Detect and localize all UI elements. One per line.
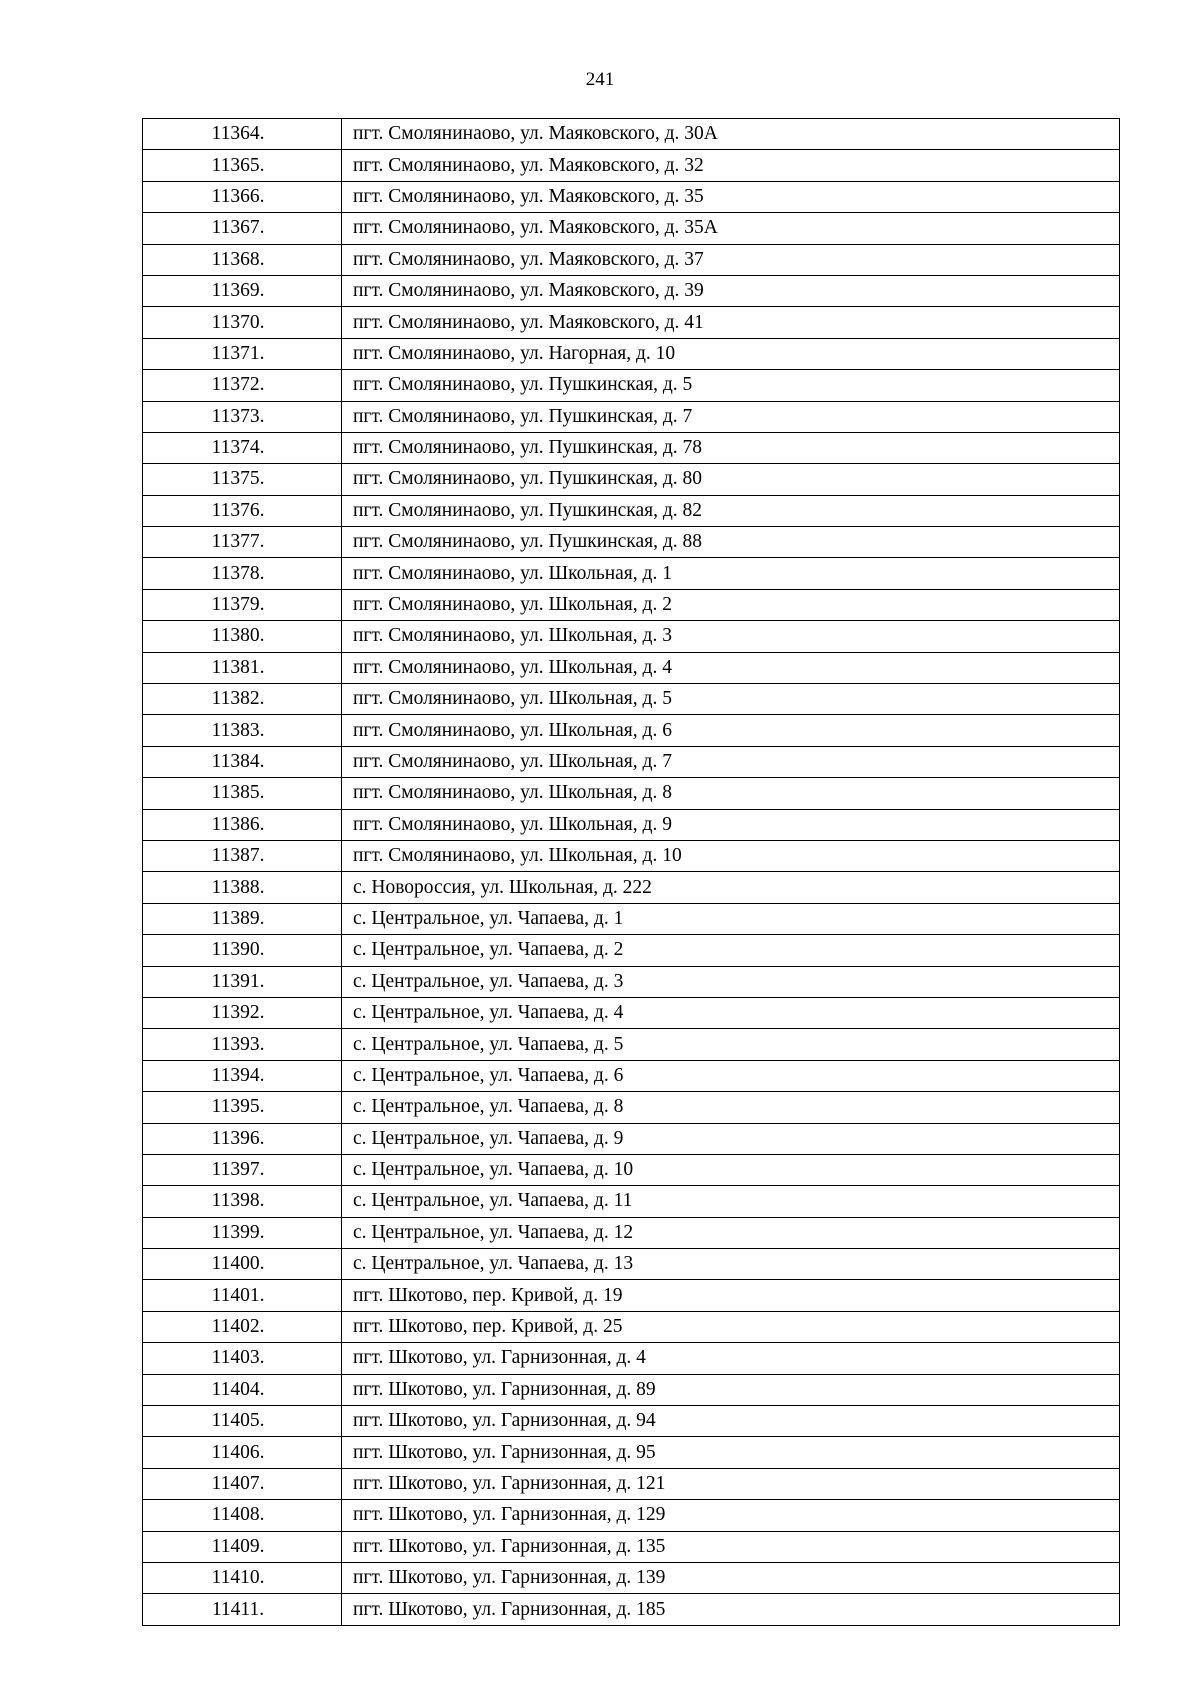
table-row	[143, 401, 1120, 432]
row-address: пгт. Смолянинаово, ул. Школьная, д. 4	[342, 652, 1120, 683]
row-address: пгт. Шкотово, ул. Гарнизонная, д. 139	[342, 1562, 1120, 1593]
table-row	[143, 338, 1120, 369]
row-number: 11389.	[143, 903, 342, 934]
row-address: пгт. Смолянинаово, ул. Школьная, д. 3	[342, 621, 1120, 652]
row-number: 11405.	[143, 1406, 342, 1437]
table-row	[143, 1311, 1120, 1342]
row-address: пгт. Смолянинаово, ул. Маяковского, д. 35А	[342, 213, 1120, 244]
address-table-body	[143, 119, 1120, 1626]
row-number: 11411.	[143, 1594, 342, 1625]
row-address: пгт. Смолянинаово, ул. Пушкинская, д. 7	[342, 401, 1120, 432]
table-row	[143, 119, 1120, 150]
row-address: с. Центральное, ул. Чапаева, д. 4	[342, 997, 1120, 1028]
table-row	[143, 1123, 1120, 1154]
row-number: 11393.	[143, 1029, 342, 1060]
table-row	[143, 997, 1120, 1028]
table-row	[143, 1531, 1120, 1562]
row-number: 11380.	[143, 621, 342, 652]
table-row	[143, 464, 1120, 495]
row-address: пгт. Смолянинаово, ул. Школьная, д. 8	[342, 778, 1120, 809]
table-row	[143, 1217, 1120, 1248]
row-number: 11366.	[143, 181, 342, 212]
row-number: 11372.	[143, 370, 342, 401]
row-address: пгт. Смолянинаово, ул. Маяковского, д. 41	[342, 307, 1120, 338]
row-address: с. Центральное, ул. Чапаева, д. 6	[342, 1060, 1120, 1091]
table-row	[143, 558, 1120, 589]
table-row	[143, 1468, 1120, 1499]
row-number: 11374.	[143, 432, 342, 463]
table-row	[143, 1343, 1120, 1374]
row-address: пгт. Смолянинаово, ул. Школьная, д. 5	[342, 684, 1120, 715]
row-number: 11409.	[143, 1531, 342, 1562]
table-row	[143, 370, 1120, 401]
row-number: 11390.	[143, 935, 342, 966]
row-address: пгт. Шкотово, ул. Гарнизонная, д. 95	[342, 1437, 1120, 1468]
row-number: 11383.	[143, 715, 342, 746]
row-address: пгт. Смолянинаово, ул. Маяковского, д. 32	[342, 150, 1120, 181]
table-row	[143, 966, 1120, 997]
row-address: пгт. Смолянинаово, ул. Пушкинская, д. 78	[342, 432, 1120, 463]
row-number: 11365.	[143, 150, 342, 181]
table-row	[143, 1594, 1120, 1625]
address-table	[142, 118, 1120, 1626]
row-number: 11408.	[143, 1500, 342, 1531]
table-row	[143, 495, 1120, 526]
row-address: пгт. Шкотово, пер. Кривой, д. 25	[342, 1311, 1120, 1342]
row-address: пгт. Смолянинаово, ул. Пушкинская, д. 88	[342, 527, 1120, 558]
table-row	[143, 652, 1120, 683]
table-row	[143, 1437, 1120, 1468]
row-number: 11364.	[143, 119, 342, 150]
row-number: 11378.	[143, 558, 342, 589]
row-address: пгт. Смолянинаово, ул. Маяковского, д. 35	[342, 181, 1120, 212]
row-address: пгт. Шкотово, ул. Гарнизонная, д. 121	[342, 1468, 1120, 1499]
row-address: с. Центральное, ул. Чапаева, д. 9	[342, 1123, 1120, 1154]
row-number: 11396.	[143, 1123, 342, 1154]
row-number: 11407.	[143, 1468, 342, 1499]
row-address: пгт. Смолянинаово, ул. Пушкинская, д. 5	[342, 370, 1120, 401]
row-address: пгт. Шкотово, ул. Гарнизонная, д. 94	[342, 1406, 1120, 1437]
table-row	[143, 1154, 1120, 1185]
row-address: пгт. Смолянинаово, ул. Школьная, д. 9	[342, 809, 1120, 840]
row-address: пгт. Шкотово, ул. Гарнизонная, д. 129	[342, 1500, 1120, 1531]
row-address: пгт. Шкотово, пер. Кривой, д. 19	[342, 1280, 1120, 1311]
table-row	[143, 1249, 1120, 1280]
row-number: 11385.	[143, 778, 342, 809]
table-row	[143, 778, 1120, 809]
table-row	[143, 244, 1120, 275]
table-row	[143, 1060, 1120, 1091]
row-number: 11398.	[143, 1186, 342, 1217]
row-address: с. Центральное, ул. Чапаева, д. 12	[342, 1217, 1120, 1248]
row-address: пгт. Смолянинаово, ул. Школьная, д. 7	[342, 746, 1120, 777]
row-address: пгт. Шкотово, ул. Гарнизонная, д. 185	[342, 1594, 1120, 1625]
table-row	[143, 746, 1120, 777]
table-row	[143, 307, 1120, 338]
row-number: 11395.	[143, 1092, 342, 1123]
row-number: 11367.	[143, 213, 342, 244]
row-number: 11375.	[143, 464, 342, 495]
row-address: с. Центральное, ул. Чапаева, д. 10	[342, 1154, 1120, 1185]
table-row	[143, 935, 1120, 966]
row-number: 11370.	[143, 307, 342, 338]
row-address: пгт. Смолянинаово, ул. Школьная, д. 10	[342, 840, 1120, 871]
row-number: 11377.	[143, 527, 342, 558]
page-number: 241	[585, 69, 615, 90]
table-row	[143, 872, 1120, 903]
row-number: 11400.	[143, 1249, 342, 1280]
row-number: 11410.	[143, 1562, 342, 1593]
row-address: пгт. Смолянинаово, ул. Маяковского, д. 30А	[342, 119, 1120, 150]
row-number: 11406.	[143, 1437, 342, 1468]
table-row	[143, 809, 1120, 840]
row-address: с. Центральное, ул. Чапаева, д. 11	[342, 1186, 1120, 1217]
row-address: с. Центральное, ул. Чапаева, д. 2	[342, 935, 1120, 966]
row-number: 11371.	[143, 338, 342, 369]
row-number: 11384.	[143, 746, 342, 777]
row-address: с. Центральное, ул. Чапаева, д. 8	[342, 1092, 1120, 1123]
row-number: 11387.	[143, 840, 342, 871]
row-address: пгт. Смолянинаово, ул. Маяковского, д. 39	[342, 275, 1120, 306]
row-address: с. Центральное, ул. Чапаева, д. 1	[342, 903, 1120, 934]
table-row	[143, 684, 1120, 715]
table-row	[143, 275, 1120, 306]
row-number: 11402.	[143, 1311, 342, 1342]
row-number: 11388.	[143, 872, 342, 903]
row-address: пгт. Шкотово, ул. Гарнизонная, д. 135	[342, 1531, 1120, 1562]
row-address: пгт. Смолянинаово, ул. Маяковского, д. 37	[342, 244, 1120, 275]
row-address: пгт. Смолянинаово, ул. Пушкинская, д. 80	[342, 464, 1120, 495]
row-number: 11399.	[143, 1217, 342, 1248]
table-row	[143, 903, 1120, 934]
row-number: 11382.	[143, 684, 342, 715]
row-number: 11376.	[143, 495, 342, 526]
table-row	[143, 589, 1120, 620]
row-address: пгт. Шкотово, ул. Гарнизонная, д. 4	[342, 1343, 1120, 1374]
row-number: 11394.	[143, 1060, 342, 1091]
row-number: 11391.	[143, 966, 342, 997]
row-number: 11381.	[143, 652, 342, 683]
row-address: с. Центральное, ул. Чапаева, д. 5	[342, 1029, 1120, 1060]
table-row	[143, 1029, 1120, 1060]
table-row	[143, 1374, 1120, 1405]
row-address: пгт. Шкотово, ул. Гарнизонная, д. 89	[342, 1374, 1120, 1405]
row-address: пгт. Смолянинаово, ул. Школьная, д. 6	[342, 715, 1120, 746]
table-row	[143, 840, 1120, 871]
row-number: 11369.	[143, 275, 342, 306]
row-number: 11386.	[143, 809, 342, 840]
row-number: 11392.	[143, 997, 342, 1028]
table-row	[143, 150, 1120, 181]
row-number: 11397.	[143, 1154, 342, 1185]
table-row	[143, 1186, 1120, 1217]
row-number: 11368.	[143, 244, 342, 275]
row-address: с. Центральное, ул. Чапаева, д. 3	[342, 966, 1120, 997]
table-row	[143, 1500, 1120, 1531]
table-row	[143, 1280, 1120, 1311]
row-number: 11403.	[143, 1343, 342, 1374]
table-row	[143, 432, 1120, 463]
table-row	[143, 715, 1120, 746]
table-row	[143, 213, 1120, 244]
row-address: пгт. Смолянинаово, ул. Школьная, д. 1	[342, 558, 1120, 589]
table-row	[143, 1092, 1120, 1123]
row-address: с. Новороссия, ул. Школьная, д. 222	[342, 872, 1120, 903]
table-row	[143, 621, 1120, 652]
row-address: с. Центральное, ул. Чапаева, д. 13	[342, 1249, 1120, 1280]
row-address: пгт. Смолянинаово, ул. Нагорная, д. 10	[342, 338, 1120, 369]
row-address: пгт. Смолянинаово, ул. Пушкинская, д. 82	[342, 495, 1120, 526]
row-number: 11401.	[143, 1280, 342, 1311]
row-address: пгт. Смолянинаово, ул. Школьная, д. 2	[342, 589, 1120, 620]
table-row	[143, 1562, 1120, 1593]
table-row	[143, 1406, 1120, 1437]
row-number: 11373.	[143, 401, 342, 432]
row-number: 11404.	[143, 1374, 342, 1405]
table-row	[143, 181, 1120, 212]
table-row	[143, 527, 1120, 558]
row-number: 11379.	[143, 589, 342, 620]
